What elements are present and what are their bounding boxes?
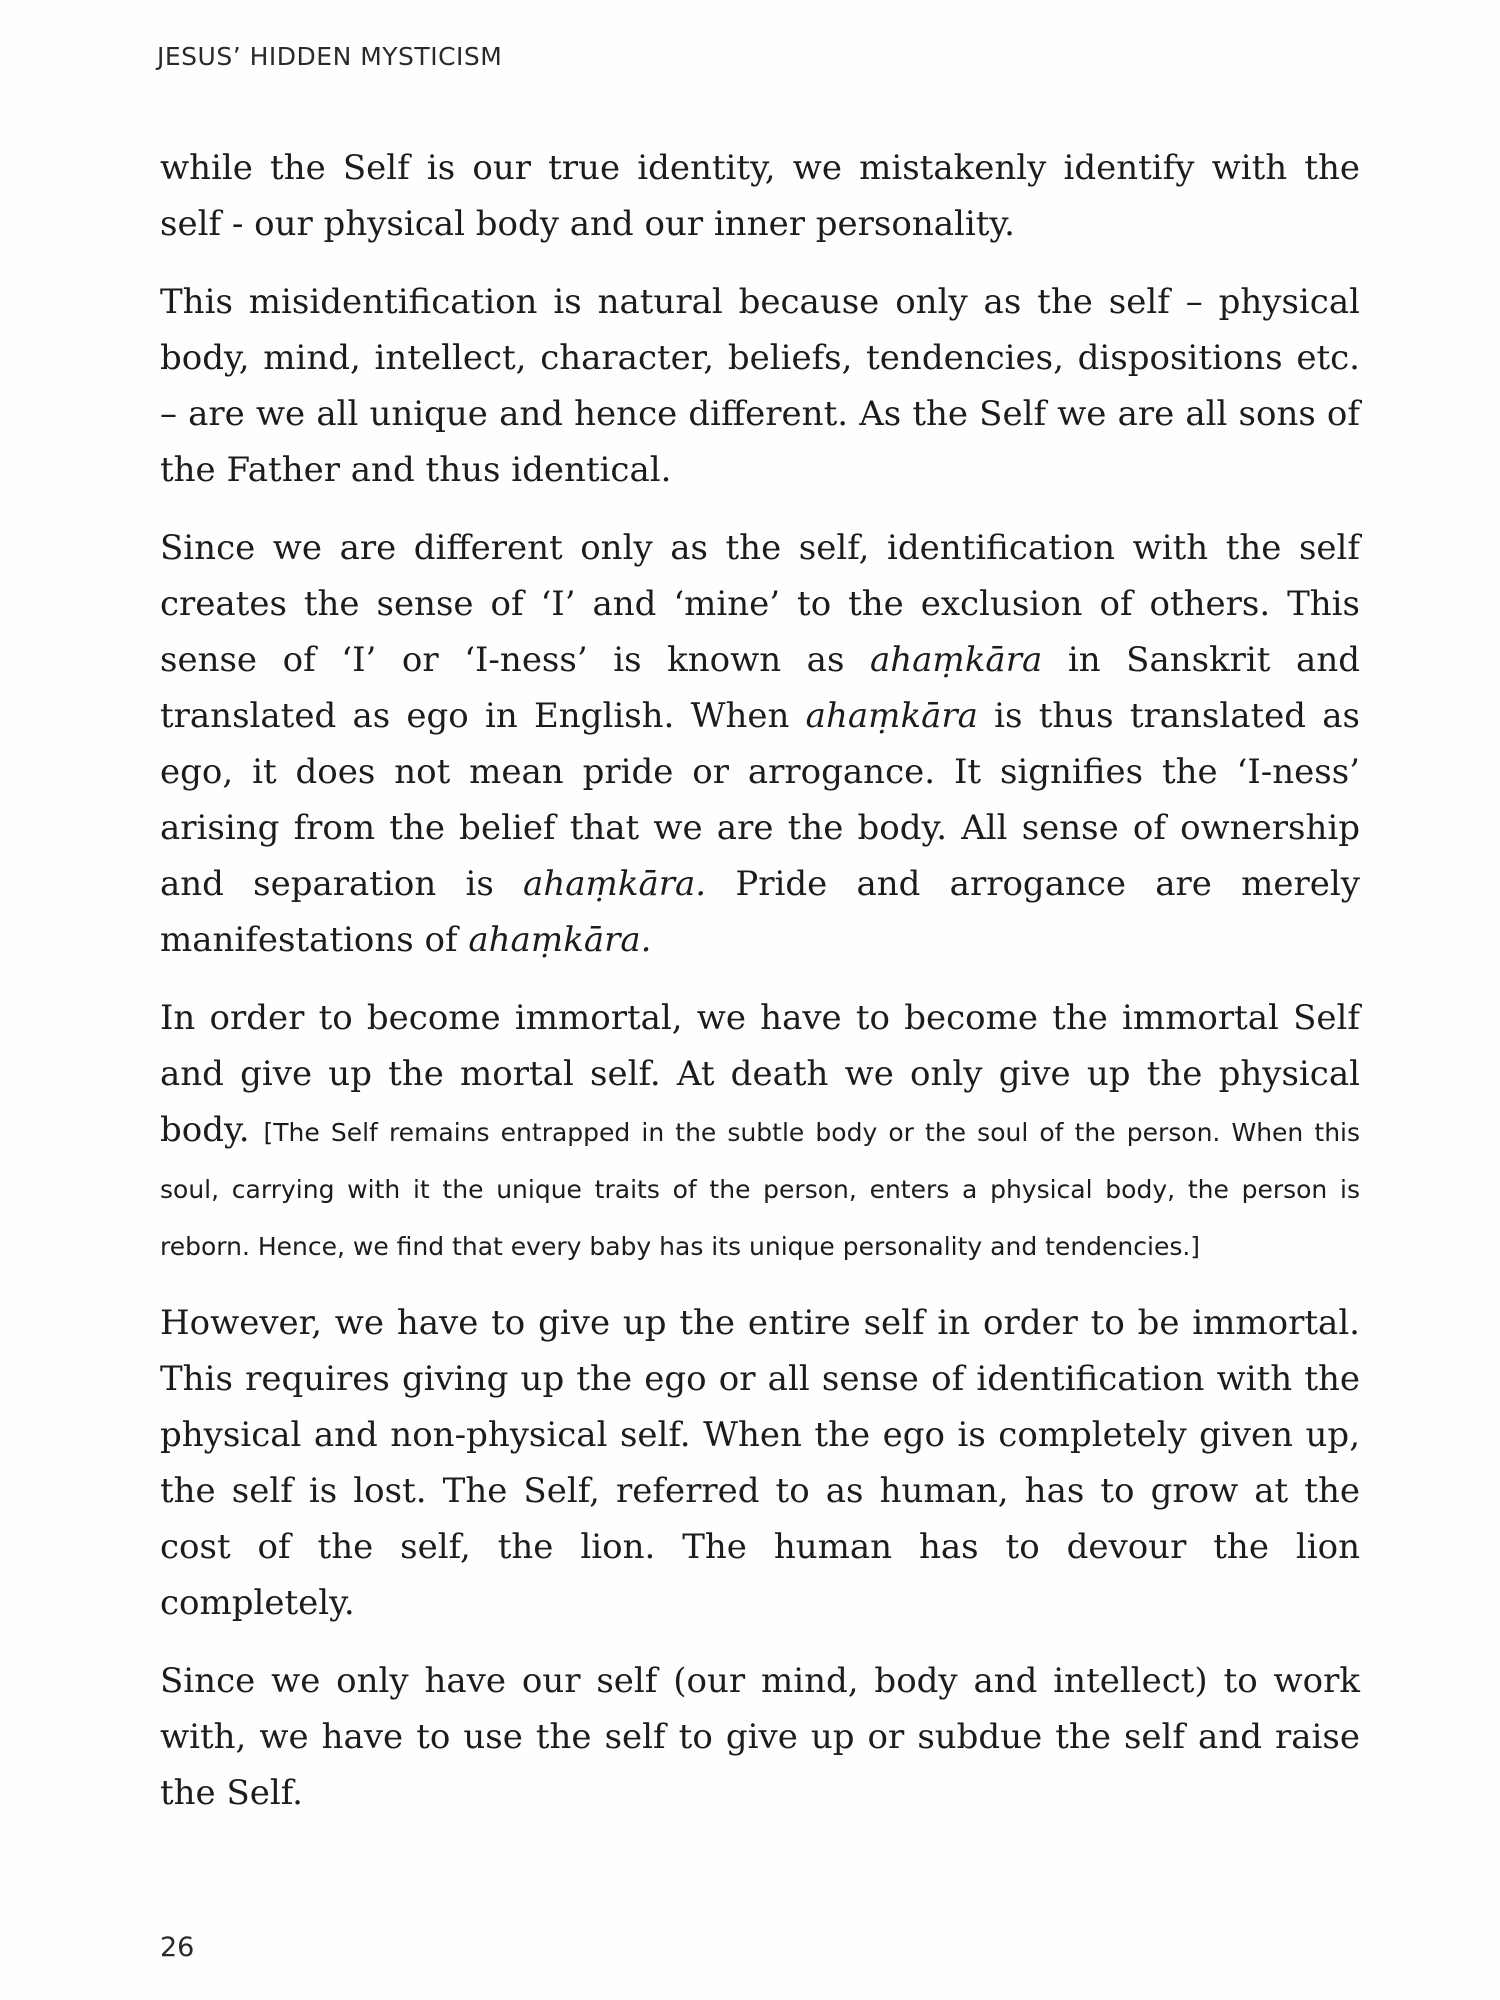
page-number: 26: [160, 1932, 195, 1963]
paragraph-3-text-2: in Sanskrit and translated as ego in English. When: [160, 640, 1360, 736]
paragraph-2: This misidentification is natural because only as the self – physical body, mind, intellect, character, beliefs, tendencies, dispositions etc. – are we all unique and hence different. As the Self we are all sons of the Father and thus identical.: [160, 282, 1360, 490]
paragraph-3-text-1: Since we are different only as the self, identification with the self creates the sense of ‘I’ and ‘mine’ to the exclusion of others. This sense of ‘I’ or ‘I-ness’ is known as: [160, 528, 1360, 680]
page-body: [160, 140, 1360, 1843]
sanskrit-term: ahaṃkāra: [869, 640, 1043, 680]
sanskrit-term: ahaṃkāra.: [468, 920, 652, 960]
paragraph-3: [160, 520, 1360, 968]
paragraph-4-text: In order to become immortal, we have to become the immortal Self and give up the mortal self. At death we only give up the physical body.: [160, 998, 1360, 1150]
paragraph-4: [160, 990, 1360, 1273]
sanskrit-term: ahaṃkāra: [805, 696, 978, 736]
sanskrit-term: ahaṃkāra.: [523, 864, 707, 904]
paragraph-3-text-4: Pride and arrogance are merely manifestations of: [160, 864, 1360, 960]
running-header: JESUS’ HIDDEN MYSTICISM: [157, 42, 503, 71]
paragraph-3-text-3: is thus translated as ego, it does not mean pride or arrogance. It signifies the ‘I-ness’ arising from the belief that we are the body. All sense of ownership and separation is: [160, 696, 1360, 904]
paragraph-5: However, we have to give up the entire self in order to be immortal. This requires giving up the ego or all sense of identification with the physical and non-physical self. When the ego is completely given up, the self is lost. The Self, referred to as human, has to grow at the cost of the self, the lion. The human has to devour the lion completely.: [160, 1303, 1360, 1623]
paragraph-1: while the Self is our true identity, we mistakenly identify with the self - our physical body and our inner personality.: [160, 148, 1360, 244]
paragraph-6: Since we only have our self (our mind, body and intellect) to work with, we have to use the self to give up or subdue the self and raise the Self.: [160, 1661, 1360, 1813]
bracketed-note: [The Self remains entrapped in the subtle body or the soul of the person. When this soul, carrying with it the unique traits of the person, enters a physical body, the person is reborn. Hence, we find that every baby has its unique personality and tendencies.]: [160, 1118, 1361, 1261]
